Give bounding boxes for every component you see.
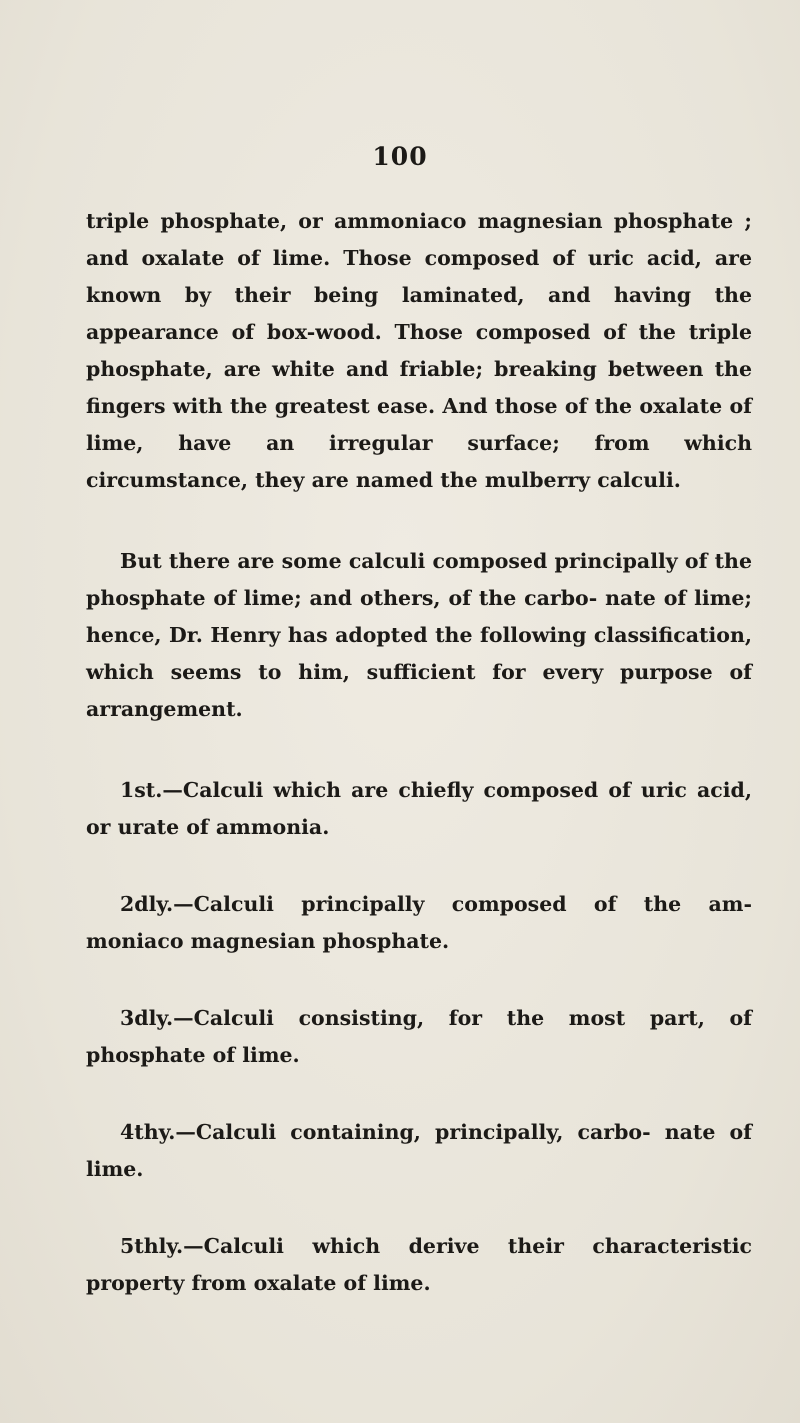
paragraph-spacer: [86, 846, 752, 886]
list-item-second: 2dly.—Calculi principally composed of the am- moniaco magnesian phosphate.: [86, 892, 752, 953]
paragraph-spacer: [86, 499, 752, 543]
paragraph-classification-intro: But there are some calculi composed principally of the phosphate of lime; and others, of the carbo- nate of lime; hence, Dr. Henry has adopted the following classification, which seems to him, sufficient for every purpose of arrangement.: [86, 549, 752, 721]
list-item-fourth: 4thy.—Calculi containing, principally, carbo- nate of lime.: [86, 1120, 752, 1181]
list-item-first: 1st.—Calculi which are chiefly composed of uric acid, or urate of ammonia.: [86, 778, 752, 839]
paragraph-spacer: [86, 728, 752, 772]
paragraph-spacer: [86, 960, 752, 1000]
paragraph-calculi-description: triple phosphate, or ammoniaco magnesian phosphate ; and oxalate of lime. Those composed of uric acid, are known by their being laminated, and having the appearance of box-wood. Those composed of the triple phosphate, are white and friable; breaking between the fingers with the greatest ease. And those of the oxalate of lime, have an irregular surface; from which circumstance, they are named the mulberry calculi.: [86, 209, 752, 492]
page-number: 100: [372, 142, 428, 171]
list-item-fifth: 5thly.—Calculi which derive their characteristic property from oxalate of lime.: [86, 1234, 752, 1295]
paragraph-spacer: [86, 1188, 752, 1228]
body-text: [86, 203, 752, 1302]
list-item-third: 3dly.—Calculi consisting, for the most part, of phosphate of lime.: [86, 1006, 752, 1067]
paragraph-spacer: [86, 1074, 752, 1114]
